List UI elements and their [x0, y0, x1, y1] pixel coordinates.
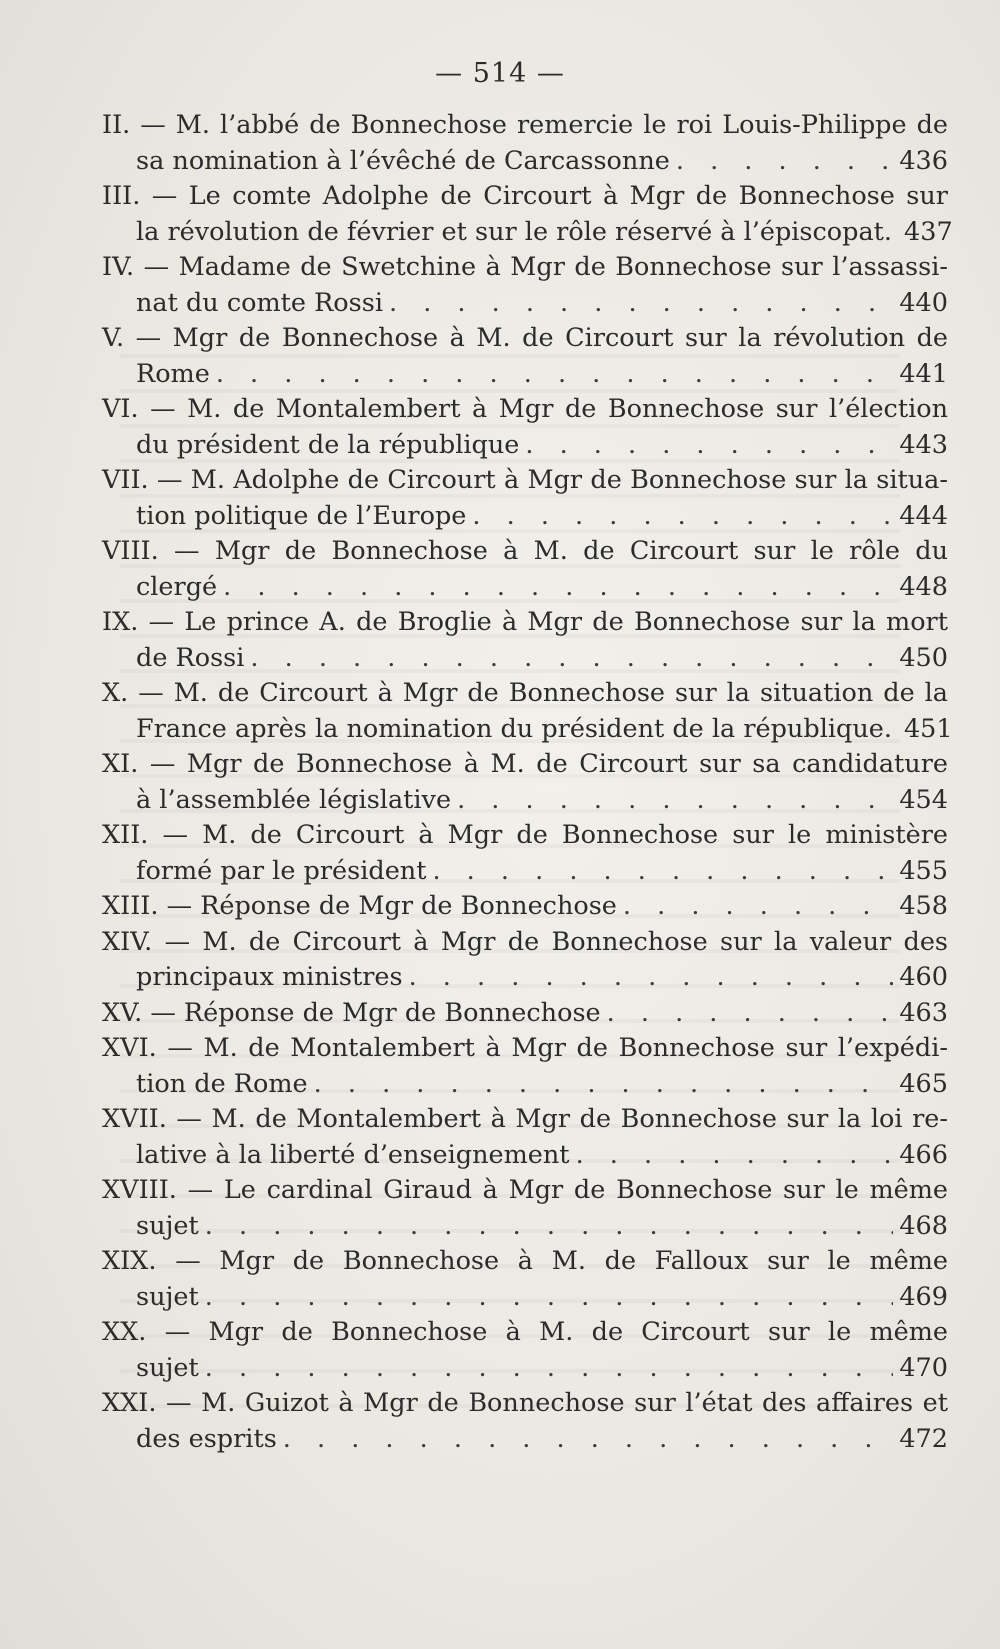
toc-entry — [102, 1315, 948, 1386]
dot-leader — [277, 1422, 894, 1458]
toc-page-ref: 454 — [899, 784, 948, 815]
toc-entry-title: XIV. — M. de Circourt à Mgr de Bonnechose sur la valeur des — [102, 926, 948, 957]
toc-entry — [102, 996, 948, 1032]
toc-entry-title: IV. — Madame de Swetchine à Mgr de Bonnechose sur l’assassi- — [102, 252, 948, 282]
toc-page-ref: 460 — [899, 962, 948, 992]
toc-entry-continuation: formé par le président — [136, 855, 427, 886]
toc-entry — [102, 925, 948, 996]
toc-entry-title: XVIII. — Le cardinal Giraud à Mgr de Bonnechose sur le même — [102, 1175, 948, 1205]
toc-page-ref: 440 — [899, 287, 948, 318]
page-number: — 514 — — [435, 58, 565, 89]
toc-page-ref: 465 — [899, 1068, 948, 1099]
toc-entry — [102, 1386, 948, 1457]
toc-entry-continuation: de Rossi — [136, 642, 245, 673]
toc-entry-continuation: tion politique de l’Europe — [136, 500, 467, 531]
toc-entry-title: VI. — M. de Montalembert à Mgr de Bonnechose sur l’élection — [102, 394, 948, 424]
toc-entry-continuation: sujet — [136, 1281, 199, 1312]
toc-entry — [102, 818, 948, 889]
dot-leader — [383, 286, 893, 322]
dot-leader — [466, 499, 893, 535]
toc-entry — [102, 179, 953, 250]
toc-page-ref: 450 — [899, 642, 948, 673]
dot-leader — [217, 570, 893, 606]
toc-entry-title: VIII. — Mgr de Bonnechose à M. de Circourt sur le rôle du — [102, 536, 948, 566]
toc-entry-continuation: la révolution de février et sur le rôle réservé à l’épiscopat. — [136, 216, 893, 247]
toc-page-ref: 463 — [899, 997, 948, 1028]
toc-entry-title: XV. — Réponse de Mgr de Bonnechose — [102, 997, 601, 1028]
toc-entry-continuation: du président de la république — [136, 429, 520, 460]
toc-entry — [102, 250, 948, 321]
toc-entry — [102, 1173, 948, 1244]
toc-entry-continuation: sujet — [136, 1210, 199, 1241]
toc-page-ref: 469 — [899, 1281, 948, 1312]
toc-entry — [102, 392, 948, 463]
toc-entry — [102, 1031, 948, 1102]
dot-leader — [199, 1209, 894, 1245]
toc-entry-continuation: sujet — [136, 1352, 199, 1383]
toc-entry-continuation: France après la nomination du président de la république. — [136, 713, 892, 744]
toc-entry — [102, 605, 948, 676]
dot-leader — [199, 1280, 894, 1316]
toc-entry-title: XVII. — M. de Montalembert à Mgr de Bonnechose sur la loi re- — [102, 1104, 948, 1134]
toc-page-ref: 437 — [904, 216, 953, 247]
toc-page-ref: 468 — [899, 1210, 948, 1241]
dot-leader — [244, 641, 893, 677]
toc-page-ref: 472 — [899, 1423, 948, 1454]
toc-entry — [102, 321, 948, 392]
toc-page-ref: 444 — [899, 500, 948, 531]
toc-entry-title: XIII. — Réponse de Mgr de Bonnechose — [102, 891, 617, 921]
toc-page-ref: 451 — [903, 713, 953, 744]
toc-entry-title: XIX. — Mgr de Bonnechose à M. de Falloux sur le même — [102, 1246, 948, 1276]
dot-leader — [199, 1351, 894, 1387]
toc-entry — [102, 463, 948, 534]
toc-page-ref: 470 — [899, 1352, 948, 1383]
toc-entry-continuation: tion de Rome — [136, 1068, 308, 1099]
toc-entry-continuation: lative à la liberté d’enseignement — [136, 1139, 570, 1170]
dot-leader — [403, 960, 894, 996]
toc-page-ref: 441 — [899, 358, 948, 389]
dot-leader — [451, 783, 893, 819]
table-of-contents — [102, 108, 953, 1457]
toc-entry-title: XVI. — M. de Montalembert à Mgr de Bonnechose sur l’expédi- — [102, 1033, 948, 1063]
dot-leader — [308, 1067, 894, 1103]
toc-entry-title: IX. — Le prince A. de Broglie à Mgr de Bonnechose sur la mort — [102, 607, 948, 637]
toc-entry-continuation: à l’assemblée législative — [136, 784, 452, 815]
toc-entry-title: X. — M. de Circourt à Mgr de Bonnechose sur la situation de la — [102, 678, 948, 708]
toc-entry-continuation: principaux ministres — [136, 962, 403, 992]
toc-entry-continuation: nat du comte Rossi — [136, 287, 383, 318]
toc-entry — [102, 747, 948, 818]
dot-leader — [670, 144, 893, 180]
toc-entry — [102, 1244, 948, 1315]
toc-entry-continuation: sa nomination à l’évêché de Carcassonne — [136, 145, 670, 176]
toc-entry-title: V. — Mgr de Bonnechose à M. de Circourt sur la révolution de — [102, 323, 948, 353]
toc-page-ref: 466 — [899, 1139, 948, 1170]
toc-entry-continuation: Rome — [136, 358, 210, 389]
toc-entry — [102, 534, 948, 605]
toc-entry-continuation: des esprits — [136, 1423, 277, 1454]
toc-entry — [102, 108, 948, 179]
dot-leader — [601, 996, 894, 1032]
toc-page-ref: 448 — [899, 571, 948, 602]
dot-leader — [426, 854, 893, 890]
toc-page-ref: 458 — [899, 891, 948, 921]
toc-entry-title: VII. — M. Adolphe de Circourt à Mgr de Bonnechose sur la situa- — [102, 465, 948, 495]
dot-leader — [570, 1138, 894, 1174]
toc-entry-title: XXI. — M. Guizot à Mgr de Bonnechose sur l’état des affaires et — [102, 1388, 948, 1418]
dot-leader — [210, 357, 894, 393]
toc-entry-title: XI. — Mgr de Bonnechose à M. de Circourt sur sa candidature — [102, 749, 948, 779]
toc-entry-continuation: clergé — [136, 571, 218, 602]
toc-entry-title: XII. — M. de Circourt à Mgr de Bonnechose sur le ministère — [102, 820, 948, 850]
dot-leader — [617, 889, 893, 925]
dot-leader — [519, 428, 893, 464]
toc-entry-title: II. — M. l’abbé de Bonnechose remercie le roi Louis-Philippe de — [102, 110, 948, 140]
toc-page-ref: 443 — [899, 429, 948, 460]
toc-page-ref: 436 — [899, 145, 948, 176]
toc-entry — [102, 676, 953, 747]
toc-entry — [102, 889, 948, 925]
toc-page-ref: 455 — [899, 855, 948, 886]
toc-entry — [102, 1102, 948, 1173]
toc-entry-title: XX. — Mgr de Bonnechose à M. de Circourt sur le même — [102, 1317, 948, 1347]
toc-entry-title: III. — Le comte Adolphe de Circourt à Mgr de Bonnechose sur — [102, 181, 948, 211]
